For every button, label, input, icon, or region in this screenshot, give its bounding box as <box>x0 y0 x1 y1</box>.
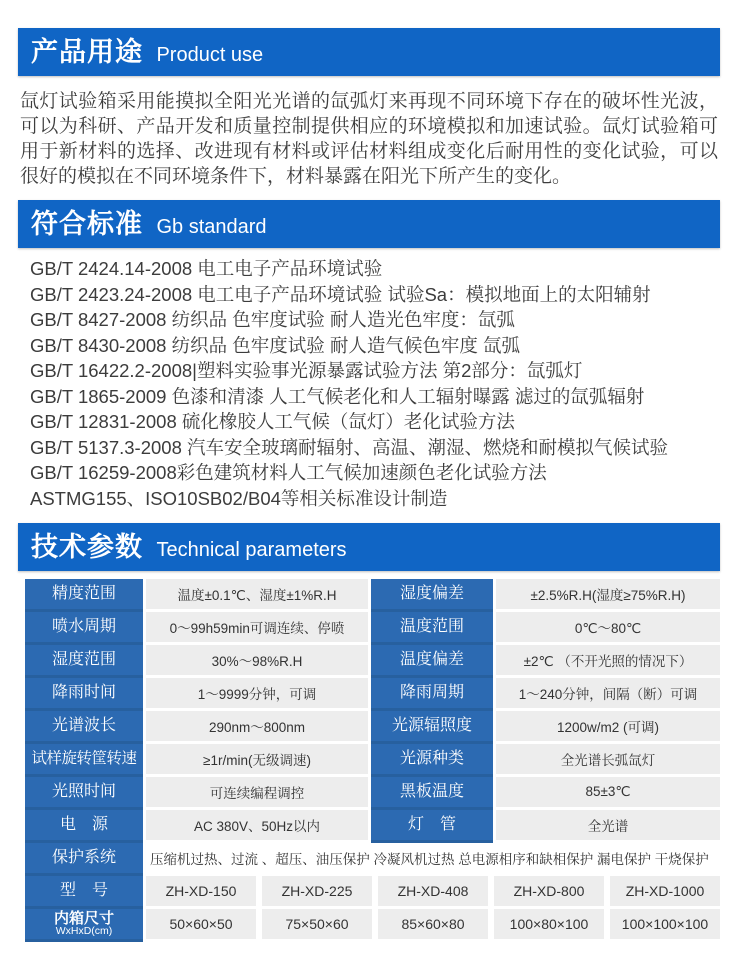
param-label: 喷水周期 <box>25 612 143 645</box>
param-value: 0℃～80℃ <box>496 612 720 645</box>
inner-size-label-main: 内箱尺寸 <box>53 909 114 927</box>
tech-params-table <box>25 579 720 942</box>
param-label: 灯 管 <box>371 810 493 843</box>
model-value: ZH-XD-150 <box>146 876 256 906</box>
product-use-paragraph: 氙灯试验箱采用能摸拟全阳光光谱的氙弧灯来再现不同环境下存在的破坏性光波，可以为科研、产品开发和质量控制提供相应的环境模拟和加速试验。氙灯试验箱可用于新材料的选择、改进现有材料或评估材料组成变化后耐用性的变化试验，可以很好的模拟在不同环境条件下，材料暴露在阳光下所产生的变化。 <box>20 91 718 187</box>
param-value: ±2℃ （不开光照的情况下） <box>496 645 720 678</box>
param-label: 降雨周期 <box>371 678 493 711</box>
param-label: 电 源 <box>25 810 143 843</box>
param-value: ±2.5%R.H(湿度≥75%R.H) <box>496 579 720 612</box>
param-value: 温度±0.1℃、湿度±1%R.H <box>146 579 368 612</box>
inner-size-value: 85×60×80 <box>378 909 488 939</box>
inner-size-label <box>25 909 143 942</box>
inner-size-value: 100×100×100 <box>610 909 720 939</box>
standard-item: GB/T 8427-2008 纺织品 色牢度试验 耐人造光色牢度：氙弧 <box>30 309 515 330</box>
protection-label: 保护系统 <box>25 843 143 876</box>
model-values-row <box>146 876 720 909</box>
model-value: ZH-XD-1000 <box>610 876 720 906</box>
product-use-title-zh: 产品用途 <box>31 37 143 67</box>
param-value: 1200w/m2 (可调) <box>496 711 720 744</box>
model-value: ZH-XD-800 <box>494 876 604 906</box>
param-label: 光源种类 <box>371 744 493 777</box>
param-label: 光照时间 <box>25 777 143 810</box>
param-value: AC 380V、50Hz以内 <box>146 810 368 843</box>
inner-size-label-sub: WxHxD(cm) <box>55 925 113 938</box>
param-label: 光源辐照度 <box>371 711 493 744</box>
param-label: 温度范围 <box>371 612 493 645</box>
param-value: 全光谱 <box>496 810 720 843</box>
tech-params-title-en: Technical parameters <box>156 539 347 561</box>
standard-item: GB/T 16259-2008彩色建筑材料人工气候加速颜色老化试验方法 <box>30 462 547 483</box>
section-header-product-use <box>18 28 720 76</box>
inner-size-value: 100×80×100 <box>494 909 604 939</box>
param-value: 1～9999分钟，可调 <box>146 678 368 711</box>
model-value: ZH-XD-225 <box>262 876 372 906</box>
param-label: 精度范围 <box>25 579 143 612</box>
tech-params-title-zh: 技术参数 <box>31 532 143 562</box>
model-value: ZH-XD-408 <box>378 876 488 906</box>
standard-item: GB/T 2423.24-2008 电工电子产品环境试验 试验Sa：模拟地面上的太阳辅射 <box>30 283 651 305</box>
standards-list <box>30 256 720 511</box>
section-header-standards <box>18 200 720 248</box>
standard-item: ASTMG155、ISO10SB02/B04等相关标准设计制造 <box>30 487 448 509</box>
param-label: 湿度范围 <box>25 645 143 678</box>
standard-item: GB/T 8430-2008 纺织品 色牢度试验 耐人造气候色牢度 氙弧 <box>30 334 521 356</box>
param-label: 光谱波长 <box>25 711 143 744</box>
standard-item: GB/T 5137.3-2008 汽车安全玻璃耐辐射、高温、潮湿、燃烧和耐模拟气候试验 <box>30 436 669 458</box>
protection-value: 压缩机过热、过流 、超压、油压保护 冷凝风机过热 总电源相序和缺相保护 漏电保护 干烧保护 <box>146 843 720 876</box>
param-label: 湿度偏差 <box>371 579 493 612</box>
standard-item: GB/T 2424.14-2008 电工电子产品环境试验 <box>30 258 383 279</box>
standard-item: GB/T 1865-2009 色漆和清漆 人工气候老化和人工辐射曝露 滤过的氙弧辐射 <box>30 385 645 407</box>
param-value: 可连续编程调控 <box>146 777 368 810</box>
param-value: ≥1r/min(无级调速) <box>146 744 368 777</box>
standards-title-zh: 符合标准 <box>31 209 143 239</box>
param-value: 290nm～800nm <box>146 711 368 744</box>
inner-size-value: 75×50×60 <box>262 909 372 939</box>
product-spec-page <box>0 28 730 974</box>
inner-size-value: 50×60×50 <box>146 909 256 939</box>
standard-item: GB/T 16422.2-2008|塑料实验事光源暴露试验方法 第2部分：氙弧灯 <box>30 360 583 381</box>
product-use-title-en: Product use <box>156 44 264 66</box>
inner-size-values-row <box>146 909 720 942</box>
model-label: 型 号 <box>25 876 143 909</box>
standards-title-en: Gb standard <box>156 216 267 238</box>
param-value: 0～99h59min可调连续、停喷 <box>146 612 368 645</box>
standard-item: GB/T 12831-2008 硫化橡胶人工气候（氙灯）老化试验方法 <box>30 411 515 432</box>
param-value: 85±3℃ <box>496 777 720 810</box>
param-label: 降雨时间 <box>25 678 143 711</box>
param-value: 30%～98%R.H <box>146 645 368 678</box>
param-label: 温度偏差 <box>371 645 493 678</box>
param-value: 1～240分钟，间隔（断）可调 <box>496 678 720 711</box>
param-value: 全光谱长弧氙灯 <box>496 744 720 777</box>
param-label: 黑板温度 <box>371 777 493 810</box>
section-header-tech-params <box>18 523 720 571</box>
param-label: 试样旋转筐转速 <box>25 744 143 777</box>
